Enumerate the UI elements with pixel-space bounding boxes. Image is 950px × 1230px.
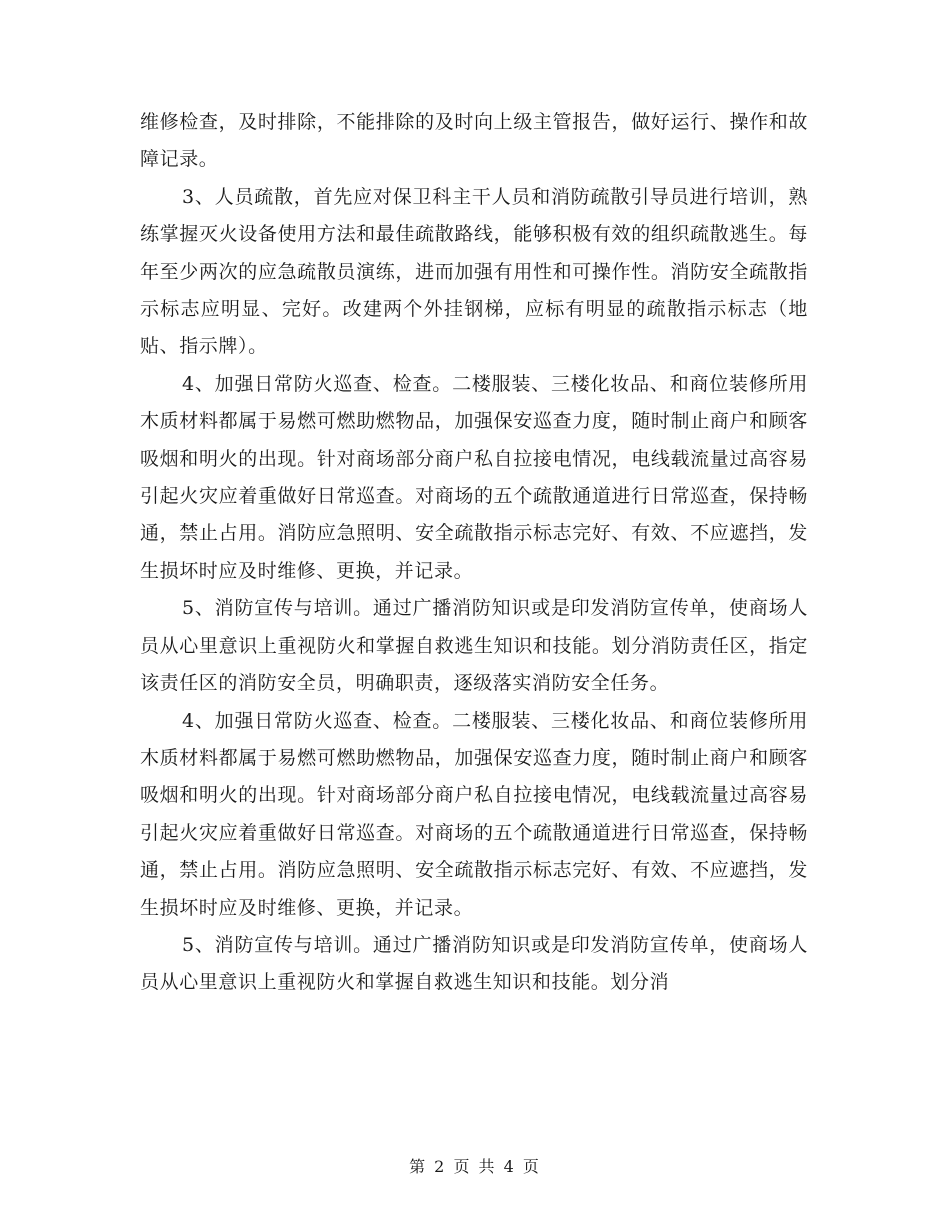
paragraph-training-repeat: 5、消防宣传与培训。通过广播消防知识或是印发消防宣传单，使商场人员从心里意识上重视防火和掌握自救逃生知识和技能。划分消 [140, 933, 808, 994]
paragraph-inspection-repeat: 4、加强日常防火巡查、检查。二楼服装、三楼化妆品、和商位装修所用木质材料都属于易燃可燃助燃物品，加强保安巡查力度，随时制止商户和顾客吸烟和明火的出现。针对商场部分商户私自拉接电情况，电线载流量过高容易引起火灾应着重做好日常巡查。对商场的五个疏散通道进行日常巡查，保持畅通，禁止占用。消防应急照明、安全疏散指示标志完好、有效、不应遮挡，发生损坏时应及时维修、更换，并记录。 [140, 709, 808, 919]
paragraph-training: 5、消防宣传与培训。通过广播消防知识或是印发消防宣传单，使商场人员从心里意识上重视防火和掌握自救逃生知识和技能。划分消防责任区，指定该责任区的消防安全员，明确职责，逐级落实消防安全任务。 [140, 597, 808, 695]
paragraph-inspection: 4、加强日常防火巡查、检查。二楼服装、三楼化妆品、和商位装修所用木质材料都属于易燃可燃助燃物品，加强保安巡查力度，随时制止商户和顾客吸烟和明火的出现。针对商场部分商户私自拉接电情况，电线载流量过高容易引起火灾应着重做好日常巡查。对商场的五个疏散通道进行日常巡查，保持畅通，禁止占用。消防应急照明、安全疏散指示标志完好、有效、不应遮挡，发生损坏时应及时维修、更换，并记录。 [140, 372, 808, 582]
document-body [140, 104, 808, 1002]
page-number-footer: 第 2 页 共 4 页 [409, 1157, 541, 1176]
paragraph-evacuation: 3、人员疏散，首先应对保卫科主干人员和消防疏散引导员进行培训，熟练掌握灭火设备使用方法和最佳疏散路线，能够积极有效的组织疏散逃生。每年至少两次的应急疏散员演练，进而加强有用性和可操作性。消防安全疏散指示标志应明显、完好。改建两个外挂钢梯，应标有明显的疏散指示标志（地贴、指示牌）。 [140, 185, 808, 358]
paragraph-continuation: 维修检查，及时排除，不能排除的及时向上级主管报告，做好运行、操作和故障记录。 [140, 111, 808, 171]
